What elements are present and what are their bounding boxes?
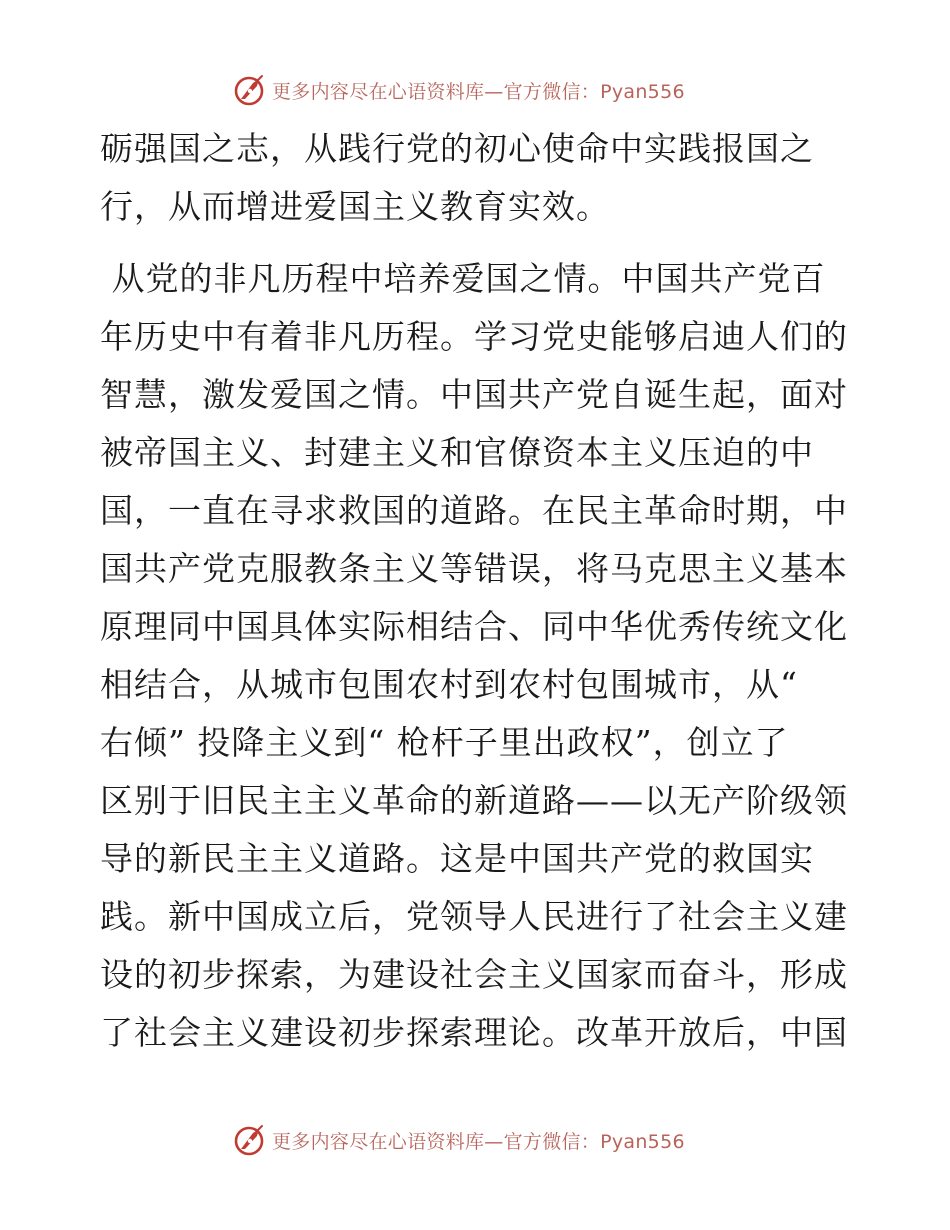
text-line: 砺强国之志，从践行党的初心使命中实践报国之 xyxy=(100,129,814,168)
text-line: 相结合，从城市包围农村到农村包围城市，从“ xyxy=(100,665,798,704)
header-banner-text: 更多内容尽在心语资料库—官方微信：Pyan556 xyxy=(272,80,685,103)
text-line: 原理同中国具体实际相结合、同中华优秀传统文化 xyxy=(100,607,848,646)
header-banner xyxy=(232,70,685,110)
text-line: 导的新民主主义道路。这是中国共产党的救国实 xyxy=(100,839,814,878)
text-line: 从党的非凡历程中培养爱国之情。中国共产党百 xyxy=(100,259,826,298)
paragraph-gap xyxy=(100,236,860,250)
pen-nib-logo-icon xyxy=(232,1122,268,1158)
text-line: 右倾” 投降主义到“ 枪杆子里出政权”，创立了 xyxy=(100,723,789,762)
text-line: 了社会主义建设初步探索理论。改革开放后，中国 xyxy=(100,1013,848,1052)
document-body xyxy=(100,120,860,1062)
text-line: 区别于旧民主主义革命的新道路——以无产阶级领 xyxy=(100,781,848,820)
text-line: 国，一直在寻求救国的道路。在民主革命时期，中 xyxy=(100,491,848,530)
text-line: 智慧，激发爱国之情。中国共产党自诞生起，面对 xyxy=(100,375,848,414)
text-line: 设的初步探索，为建设社会主义国家而奋斗，形成 xyxy=(100,955,848,994)
text-line: 国共产党克服教条主义等错误，将马克思主义基本 xyxy=(100,549,848,588)
pen-nib-logo-icon xyxy=(232,72,268,108)
paragraph-1 xyxy=(100,120,860,236)
text-line: 年历史中有着非凡历程。学习党史能够启迪人们的 xyxy=(100,317,848,356)
text-line: 被帝国主义、封建主义和官僚资本主义压迫的中 xyxy=(100,433,814,472)
footer-banner-text: 更多内容尽在心语资料库—官方微信：Pyan556 xyxy=(272,1130,685,1153)
footer-banner xyxy=(232,1120,685,1160)
text-line: 行，从而增进爱国主义教育实效。 xyxy=(100,187,610,226)
paragraph-2 xyxy=(100,250,860,1062)
text-line: 践。新中国成立后，党领导人民进行了社会主义建 xyxy=(100,897,848,936)
